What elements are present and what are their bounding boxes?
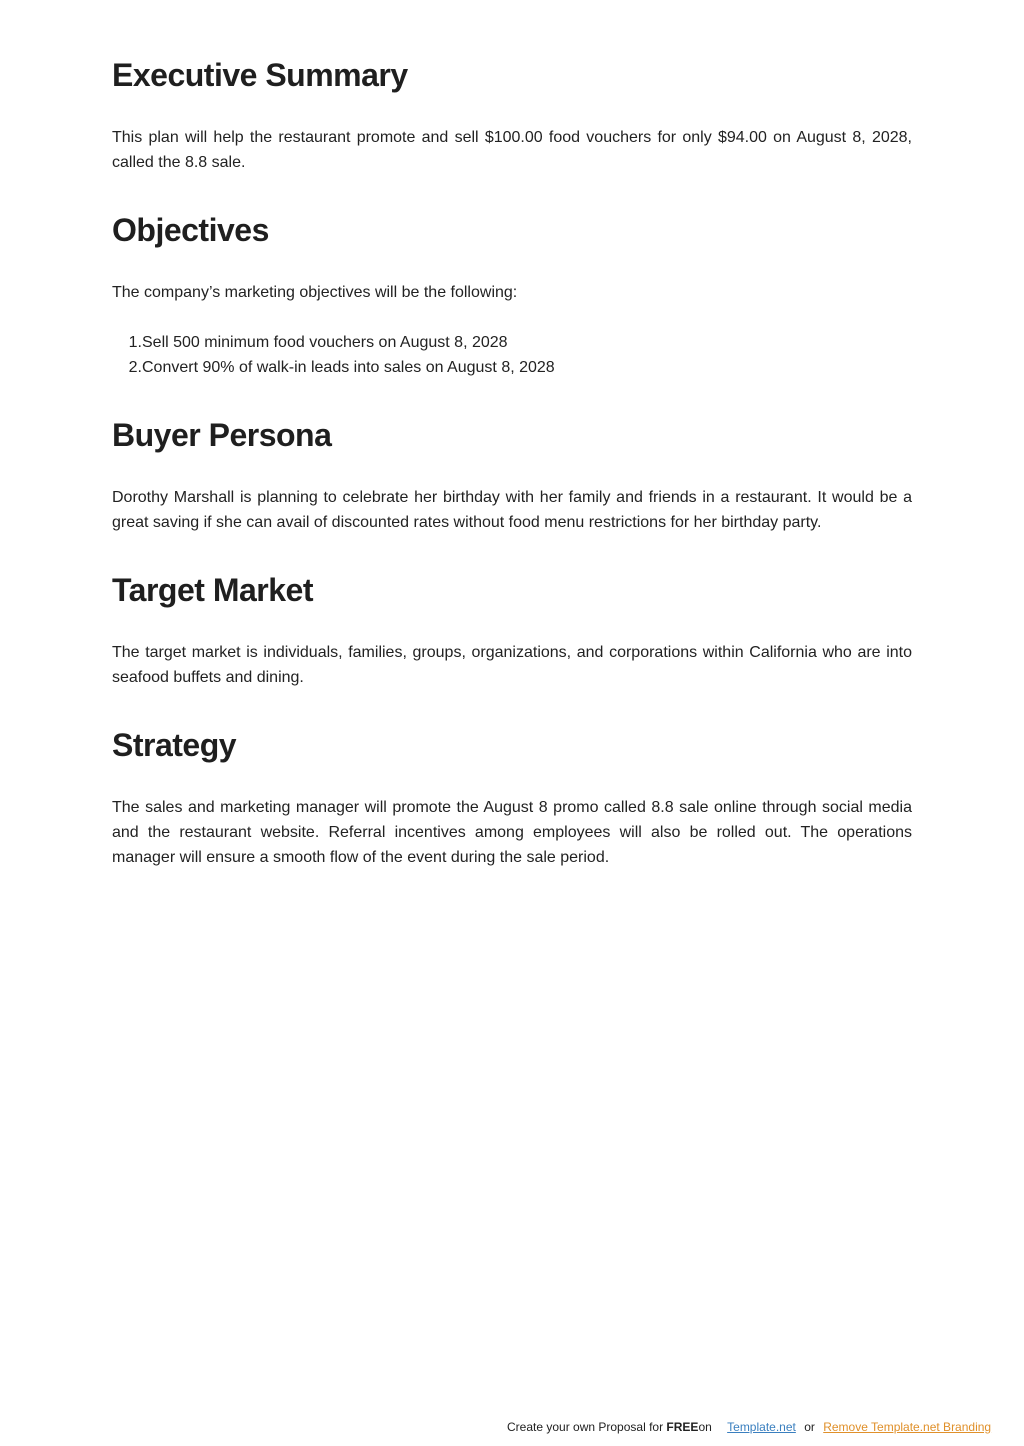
footer-or: or [804,1420,815,1434]
section-title-strategy: Strategy [112,727,237,763]
section-title-target-market: Target Market [112,572,313,608]
strategy-text: The sales and marketing manager will promote the August 8 promo called 8.8 sale online through social media and the restaurant website. Referral incentives among employees will also be rolled out. The operations manager will ensure a smooth flow of the event during the sale period. [112,799,912,866]
footer-free: FREE [666,1420,699,1434]
footer-on: on [698,1420,712,1434]
section-title-buyer-persona: Buyer Persona [112,417,332,453]
list-item-number: 1. [128,334,142,351]
objectives-intro-text: The company’s marketing objectives will be the following: [112,284,518,301]
template-net-link[interactable]: Template.net [727,1420,796,1434]
list-item-text: Convert 90% of walk-in leads into sales on August 8, 2028 [142,359,555,376]
executive-summary-text: This plan will help the restaurant promote and sell $100.00 food vouchers for only $94.00 on August 8, 2028, called the 8.8 sale. [112,129,912,171]
footer-prefix: Create your own Proposal for [507,1420,667,1434]
list-item-number: 2. [128,359,142,376]
list-item [112,355,912,380]
list-item-text: Sell 500 minimum food vouchers on August 8, 2028 [142,334,508,351]
section-title-objectives: Objectives [112,212,269,248]
target-market-text: The target market is individuals, families, groups, organizations, and corporations within California who are into seafood buffets and dining. [112,644,912,686]
buyer-persona-text: Dorothy Marshall is planning to celebrate her birthday with her family and friends in a restaurant. It would be a great saving if she can avail of discounted rates without food menu restrictions for her birthday party. [112,489,912,531]
objectives-list [112,330,912,380]
section-title-executive-summary: Executive Summary [112,57,408,93]
branding-footer [507,1419,991,1435]
list-item [112,330,912,355]
remove-branding-link[interactable]: Remove Template.net Branding [823,1420,992,1434]
